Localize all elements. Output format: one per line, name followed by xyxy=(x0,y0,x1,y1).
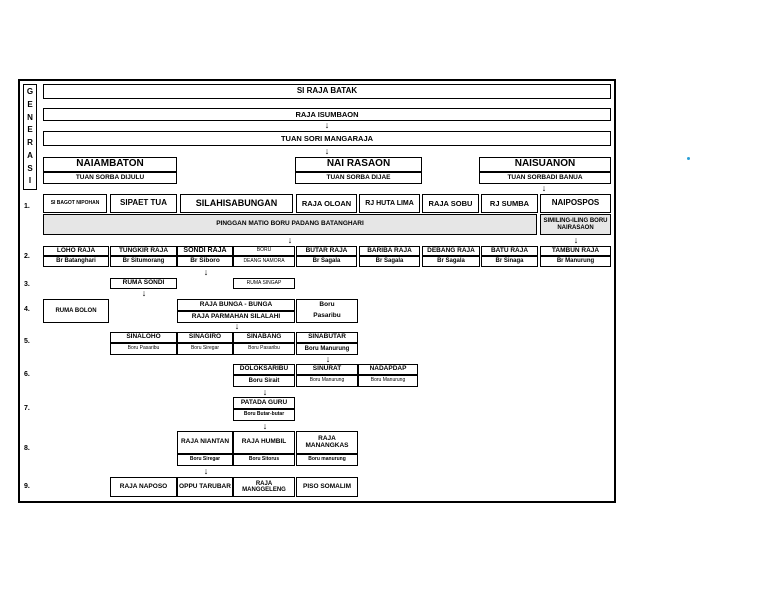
node-gen2-name: BARIBA RAJA xyxy=(359,246,420,256)
generasi-letter: E xyxy=(27,125,33,134)
node-raja-niantan-boru: Boru Siregar xyxy=(177,454,233,466)
generation-label: 7. xyxy=(24,405,30,412)
node-ruma-bolon: RUMA BOLON xyxy=(43,299,109,323)
node-gen6-name: SINURAT xyxy=(296,364,358,375)
node-rj-huta-lima: RJ HUTA LIMA xyxy=(359,194,420,213)
generation-label: 1. xyxy=(24,203,30,210)
node-rj-sumba: RJ SUMBA xyxy=(481,194,538,213)
node-gen2-boru: Br Sagala xyxy=(296,256,357,267)
node-gen2-name: BORU xyxy=(233,246,295,256)
node-patada-guru: PATADA GURU xyxy=(233,397,295,409)
node-gen2-name: LOHO RAJA xyxy=(43,246,109,256)
stray-dot xyxy=(687,157,690,160)
node-ruma-sondi: RUMA SONDI xyxy=(110,278,177,289)
node-naiambaton-title: TUAN SORBA DIJULU xyxy=(43,172,177,184)
generasi-letter: E xyxy=(27,100,33,109)
node-nai-rasaon-title: TUAN SORBA DIJAE xyxy=(295,172,422,184)
node-gen2-boru: Br Siboro xyxy=(177,256,233,267)
generation-label: 8. xyxy=(24,445,30,452)
node-gen2-boru: Br Situmorang xyxy=(110,256,177,267)
node-pinggan-matio: PINGGAN MATIO BORU PADANG BATANGHARI xyxy=(43,214,537,235)
node-gen2-boru: Br Sagala xyxy=(359,256,420,267)
node-raja-manggeleng: RAJA MANGGELENG xyxy=(233,477,295,497)
node-gen6-name: DOLOKSARIBU xyxy=(233,364,295,375)
node-raja-naposo: RAJA NAPOSO xyxy=(110,477,177,497)
node-gen2-boru: DEANG NAMORA xyxy=(233,256,295,267)
node-raja-humbil-boru: Boru Sitorus xyxy=(233,454,295,466)
down-arrow-icon: ↓ xyxy=(203,466,209,476)
down-arrow-icon: ↓ xyxy=(234,321,240,331)
node-similing-iling: SIMILING-ILING BORU NAIRASAON xyxy=(540,214,611,235)
node-raja-niantan: RAJA NIANTAN xyxy=(177,431,233,454)
generation-label: 6. xyxy=(24,371,30,378)
node-boru-pasaribu: Boru xyxy=(296,299,358,311)
generasi-letter: I xyxy=(28,176,32,185)
node-oppu-tarubar: OPPU TARUBAR xyxy=(177,477,233,497)
node-raja-isumbaon: RAJA ISUMBAON xyxy=(43,108,611,121)
node-raja-sobu: RAJA SOBU xyxy=(422,194,479,213)
node-nai-rasaon: NAI RASAON xyxy=(295,157,422,172)
generation-label: 5. xyxy=(24,338,30,345)
generation-label: 3. xyxy=(24,281,30,288)
node-si-raja-batak: SI RAJA BATAK xyxy=(43,84,611,99)
down-arrow-icon: ↓ xyxy=(541,183,547,193)
node-gen5-name: SINABANG xyxy=(233,332,295,343)
node-boru-pasaribu-name: Pasaribu xyxy=(296,311,358,323)
node-naiambaton: NAIAMBATON xyxy=(43,157,177,172)
generasi-column xyxy=(23,84,37,190)
node-raja-bunga-bunga: RAJA BUNGA - BUNGA xyxy=(177,299,295,311)
down-arrow-icon: ↓ xyxy=(262,387,268,397)
generasi-letter: S xyxy=(27,164,33,173)
node-si-bagot-nipohan: SI BAGOT NIPOHAN xyxy=(43,194,107,213)
down-arrow-icon: ↓ xyxy=(573,235,579,245)
node-gen2-name: TAMBUN RAJA xyxy=(540,246,611,256)
generation-label: 4. xyxy=(24,306,30,313)
node-gen5-boru: Boru Pasaribu xyxy=(233,343,295,355)
node-patada-guru-boru: Boru Butar-butar xyxy=(233,409,295,421)
node-gen6-boru: Boru Sirait xyxy=(233,375,295,387)
node-raja-parmahan-silalahi: RAJA PARMAHAN SILALAHI xyxy=(177,311,295,323)
generation-label: 2. xyxy=(24,253,30,260)
node-raja-humbil: RAJA HUMBIL xyxy=(233,431,295,454)
generation-label: 9. xyxy=(24,483,30,490)
down-arrow-icon: ↓ xyxy=(324,120,330,130)
node-raja-manangkas-boru: Boru manurung xyxy=(296,454,358,466)
down-arrow-icon: ↓ xyxy=(141,288,147,298)
node-gen6-name: NADAPDAP xyxy=(358,364,418,375)
node-gen2-name: DEBANG RAJA xyxy=(422,246,480,256)
node-raja-oloan: RAJA OLOAN xyxy=(296,194,357,213)
node-gen2-boru: Br Sinaga xyxy=(481,256,538,267)
node-gen2-boru: Br Manurung xyxy=(540,256,611,267)
node-raja-manangkas: RAJA MANANGKAS xyxy=(296,431,358,454)
node-silahisabungan: SILAHISABUNGAN xyxy=(180,194,293,213)
down-arrow-icon: ↓ xyxy=(203,267,209,277)
generasi-letter: G xyxy=(26,87,34,96)
node-gen5-name: SINALOHO xyxy=(110,332,177,343)
node-gen6-boru: Boru Manurung xyxy=(358,375,418,387)
generasi-letter: N xyxy=(27,113,33,122)
down-arrow-icon: ↓ xyxy=(262,421,268,431)
node-gen2-boru: Br Batanghari xyxy=(43,256,109,267)
node-gen2-name: SONDI RAJA xyxy=(177,246,233,256)
node-gen6-boru: Boru Manurung xyxy=(296,375,358,387)
node-gen5-boru: Boru Pasaribu xyxy=(110,343,177,355)
node-gen5-boru: Boru Manurung xyxy=(296,343,358,355)
node-gen2-name: BUTAR RAJA xyxy=(296,246,357,256)
node-gen2-name: BATU RAJA xyxy=(481,246,538,256)
node-sipaet-tua: SIPAET TUA xyxy=(110,194,177,213)
node-piso-somalim: PISO SOMALIM xyxy=(296,477,358,497)
node-gen5-name: SINABUTAR xyxy=(296,332,358,343)
node-naisuanon-title: TUAN SORBADI BANUA xyxy=(479,172,611,184)
down-arrow-icon: ↓ xyxy=(287,235,293,245)
down-arrow-icon: ↓ xyxy=(324,146,330,156)
node-naipospos: NAIPOSPOS xyxy=(540,194,611,213)
node-gen2-boru: Br Sagala xyxy=(422,256,480,267)
node-tuan-sori-mangaraja: TUAN SORI MANGARAJA xyxy=(43,131,611,146)
node-ruma-singap: RUMA SINGAP xyxy=(233,278,295,289)
generasi-letter: A xyxy=(27,151,33,160)
node-gen2-name: TUNGKIR RAJA xyxy=(110,246,177,256)
node-naisuanon: NAISUANON xyxy=(479,157,611,172)
node-gen5-boru: Boru Siregar xyxy=(177,343,233,355)
generasi-letter: R xyxy=(27,138,33,147)
node-gen5-name: SINAGIRO xyxy=(177,332,233,343)
down-arrow-icon: ↓ xyxy=(325,354,331,364)
